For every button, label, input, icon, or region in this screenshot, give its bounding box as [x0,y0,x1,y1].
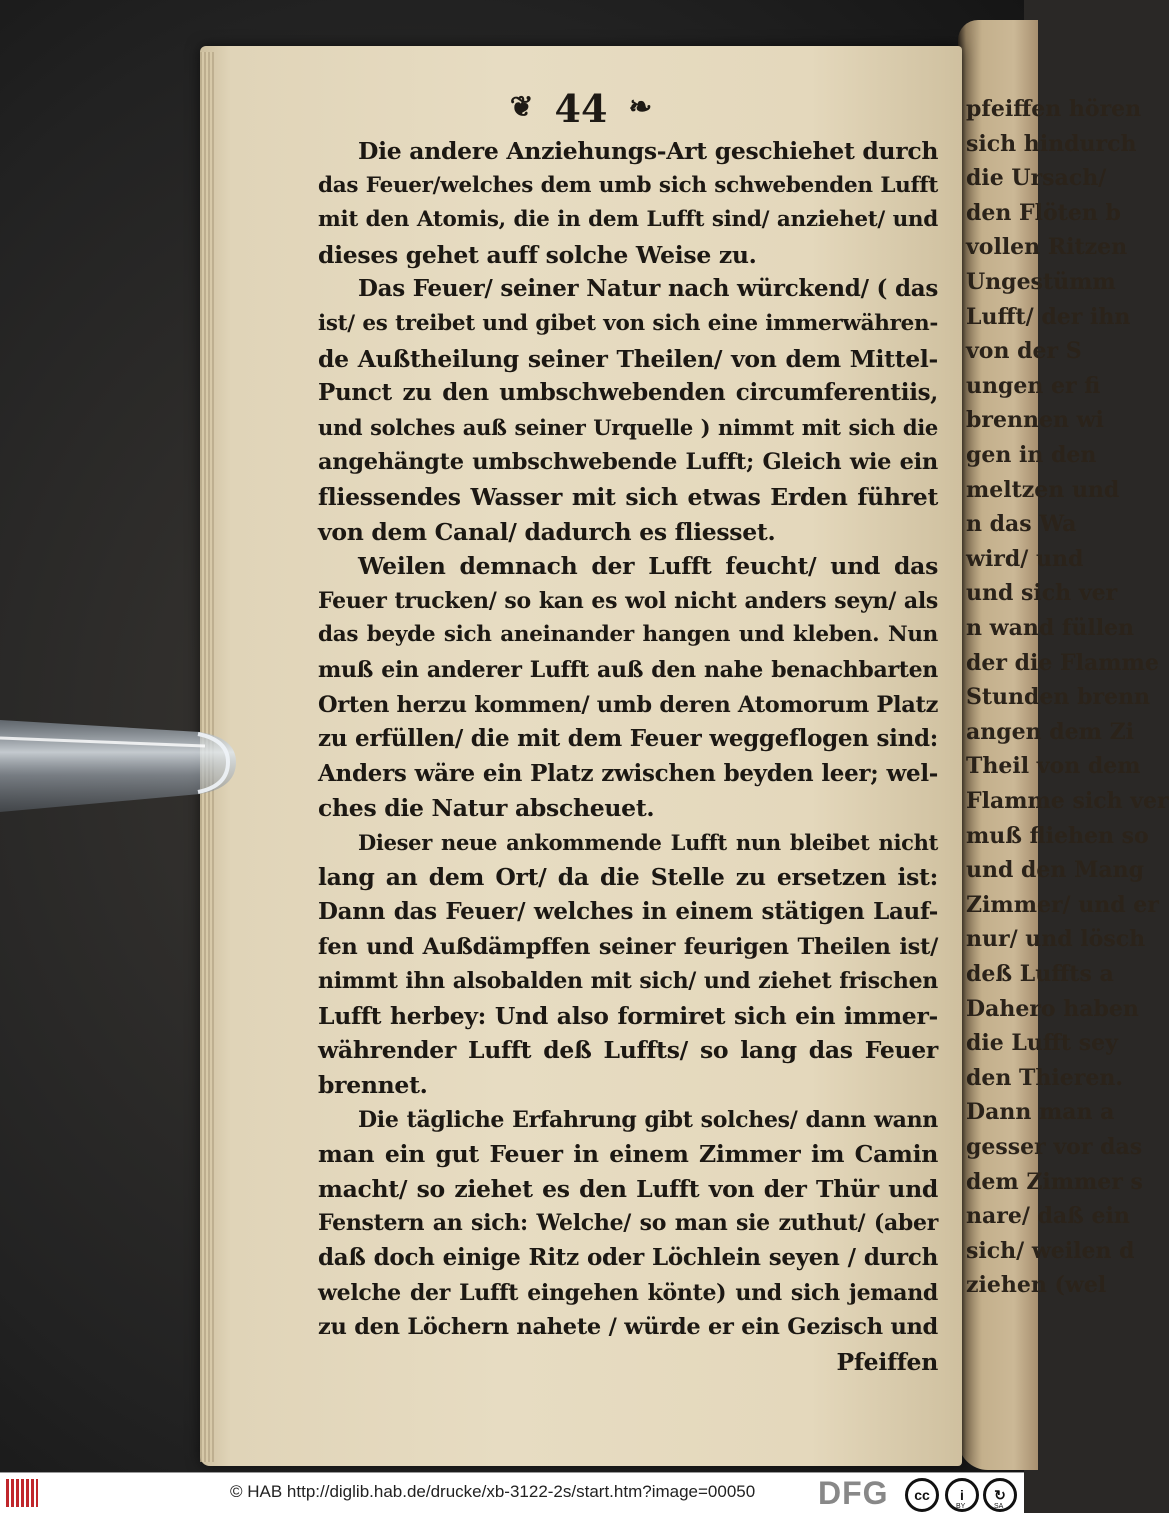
text-line: Feuer trucken/ so kan es wol nicht anders seyn/ als [318,587,938,614]
next-page-fragment: Lufft/ der ihn [966,303,1131,330]
next-page-fragment: angen dem Zi [966,718,1135,745]
text-line: zu erfüllen/ die mit dem Feuer weggeflogen sind: [318,725,938,753]
next-page-fragment: Ungestümm [966,269,1116,295]
text-line: welche der Lufft eingehen könte) und sich jemand [318,1279,938,1306]
footer-bar [0,1472,1024,1513]
next-page-fragment: muß fliehen so [966,822,1149,849]
text-line: währender Lufft deß Luffts/ so lang das Feuer [318,1036,938,1065]
text-line: ist/ es treibet und gibet von sich eine immerwähren- [318,310,938,336]
hab-logo-icon [6,1479,38,1507]
next-page-fragment: brennen wi [966,407,1104,434]
text-line: fliessendes Wasser mit sich etwas Erden führet [318,482,938,511]
next-page-edge [958,20,1169,1470]
next-page-fragment: die Ursach/ [966,165,1107,192]
text-line: nimmt ihn alsobalden mit sich/ und ziehet frischen [318,968,938,995]
next-page-fragment: ungen er fi [966,372,1101,399]
text-line: mit den Atomis, die in dem Lufft sind/ anziehet/ und [318,207,938,233]
next-page-fragment: Dann man a [966,1099,1115,1126]
page-edge-stack [200,52,214,1462]
next-page-fragment: Theil von dem [966,753,1141,780]
text-line: brennet. [318,1071,428,1100]
text-line: Weilen demnach der Lufft feucht/ und das [358,552,938,581]
text-line: Dieser neue ankommende Lufft nun bleibet nicht [358,829,938,855]
text-line: de Außtheilung seiner Theilen/ von dem Mittel- [318,344,938,373]
text-line: Dann das Feuer/ welches in einem stätigen Lauf- [318,898,938,926]
cc-by-icon: i [945,1478,979,1512]
next-page-fragment: Flamme sich ver [966,788,1169,814]
next-page-fragment: sich/ weilen d [966,1237,1135,1264]
next-page-fragment: n wand füllen [966,615,1135,641]
text-line: dieses gehet auff solche Weise zu. [318,240,757,269]
text-line: Die tägliche Erfahrung gibt solches/ dann wann [358,1106,938,1133]
next-page-fragment: ziehen (wel [966,1272,1107,1299]
next-page-fragment: den Flöten b [966,199,1121,226]
next-page-fragment: den Thieren. [966,1064,1123,1091]
text-line: Punct zu den umbschwebenden circumferentiis, [318,379,938,407]
next-page-fragment: Dahero haben [966,995,1139,1022]
page-body-text [318,134,938,1379]
next-page-fragment: nur/ und lösch [966,926,1146,953]
next-page-fragment: meltzen und [966,476,1120,503]
text-line: daß doch einige Ritz oder Löchlein seyen / durch [318,1244,938,1271]
ornament-left-icon: ❦ [509,90,534,123]
next-page-fragment: n das Wa [966,511,1077,538]
text-line: das Feuer/welches dem umb sich schwebenden Lufft [318,172,938,198]
next-page-fragment: und sich ver [966,580,1118,607]
next-page-fragment: pfeiffen hören [966,96,1142,122]
text-line: Lufft herbey: Und also formiret sich ein immer- [318,1001,938,1030]
cc-sa-icon: ↻ [983,1478,1017,1512]
text-line: angehängte umbschwebende Lufft; Gleich wie ein [318,449,938,476]
dfg-logo: DFG [818,1475,889,1511]
next-page-fragment: und den Mang [966,857,1145,884]
next-page-fragment: von der S [966,338,1082,365]
text-line: macht/ so ziehet es den Lufft von der Thür und [318,1174,938,1203]
next-page-fragment: die Lufft sey [966,1030,1118,1057]
text-line: Die andere Anziehungs-Art geschiehet durch [358,137,939,165]
text-line: fen und Außdämpffen seiner feurigen Theilen ist/ [318,933,938,960]
page-header [200,86,962,131]
next-page-fragment: der die Flamme [966,649,1159,676]
ornament-right-icon: ❧ [628,90,653,123]
next-page-fragment: gen in den [966,442,1097,468]
text-line: Orten herzu kommen/ umb deren Atomorum Platz [318,691,939,718]
cc-license-icon[interactable]: cc [905,1478,939,1512]
text-line: man ein gut Feuer in einem Zimmer im Camin [318,1140,938,1169]
text-line: und solches auß seiner Urquelle ) nimmt mit sich die [318,414,938,440]
text-line: Pfeiffen [836,1347,938,1376]
next-page-fragment: wird/ und [966,545,1084,572]
text-line: ches die Natur abscheuet. [318,794,655,823]
text-line: Anders wäre ein Platz zwischen beyden leer; wel- [318,759,938,787]
next-page-fragment: Stunden brenn [966,684,1151,711]
text-line: lang an dem Ort/ da die Stelle zu ersetzen ist: [318,863,938,892]
text-line: Fenstern an sich: Welche/ so man sie zuthut/ (aber [318,1210,938,1237]
next-page-fragment: nare/ daß ein [966,1203,1130,1230]
text-line: von dem Canal/ dadurch es fliesset. [318,517,776,546]
text-line: muß ein anderer Lufft auß den nahe benachbarten [318,656,938,683]
cc-by-label: BY [956,1503,966,1510]
text-line: das beyde sich aneinander hangen und kleben. Nun [318,622,938,648]
next-page-fragment: vollen Ritzen [966,234,1128,261]
next-page-fragment: sich hindurch [966,130,1137,157]
page-number: 44 [554,86,608,131]
text-line: zu den Löchern nahete / würde er ein Gezisch und [318,1314,938,1341]
text-line: Das Feuer/ seiner Natur nach würckend/ ( das [358,275,938,303]
cc-sa-label: SA [994,1503,1004,1510]
next-page-fragment: dem Zimmer s [966,1168,1143,1195]
next-page-fragment: Zimmer/ und er [966,891,1159,918]
next-page-fragment: deß Luffts a [966,961,1114,987]
footer-credit-link[interactable]: © HAB http://diglib.hab.de/drucke/xb-3122-2s/start.htm?image=00050 [230,1482,756,1501]
next-page-fragment: gesser vor das [966,1134,1143,1160]
